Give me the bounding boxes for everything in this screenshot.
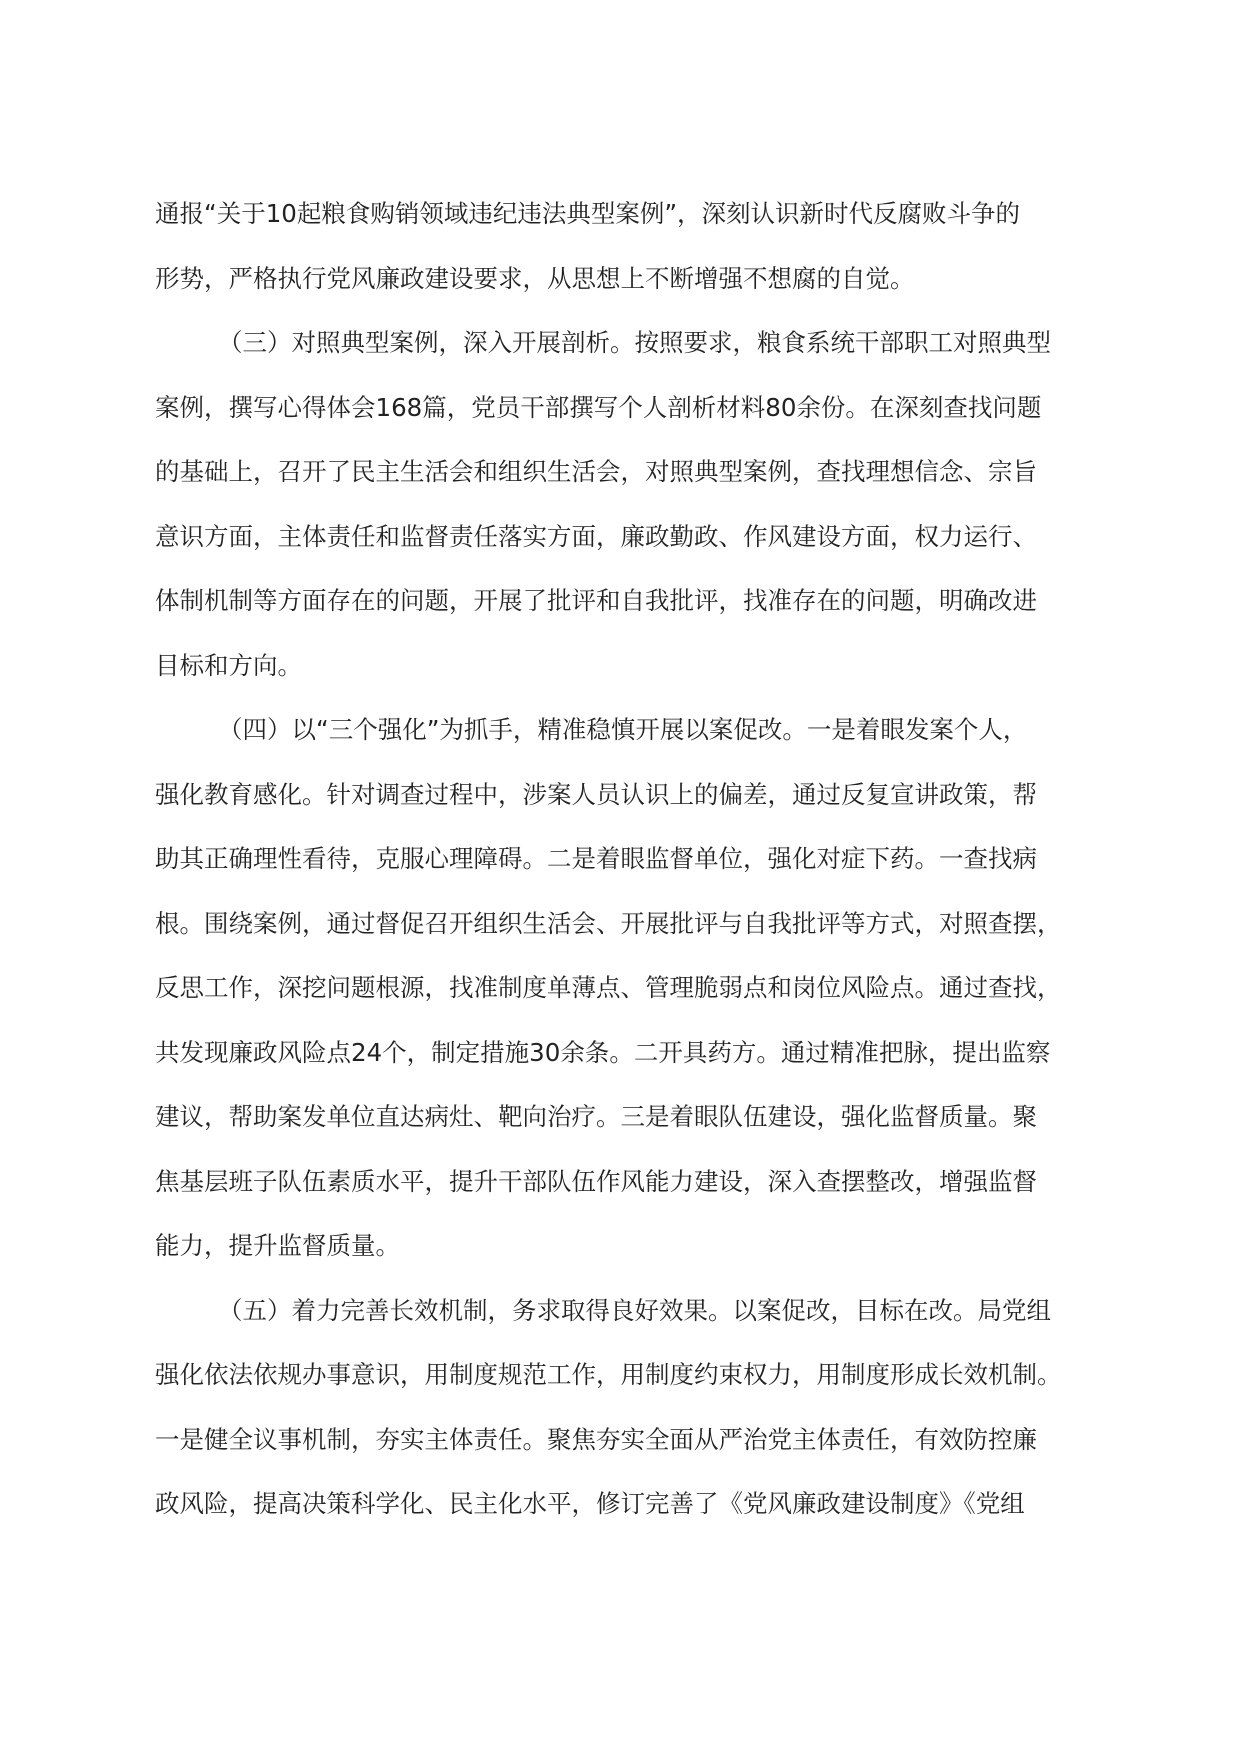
text-line: 政风险，提高决策科学化、民主化水平，修订完善了《党风廉政建设制度》《党组 [155,1489,1025,1518]
document-body [155,182,1085,1537]
text-line: 共发现廉政风险点24个，制定措施30余条。二开具药方。通过精准把脉，提出监察 [155,1037,1051,1067]
text-line: 通报“关于10起粮食购销领域违纪违法典型案例”，深刻认识新时代反腐败斗争的 [155,199,1021,228]
text-line: 根。围绕案例，通过督促召开组织生活会、开展批评与自我批评等方式，对照查摆， [155,908,1062,938]
text-line: 强化教育感化。针对调查过程中，涉案人员认识上的偏差，通过反复宣讲政策，帮 [155,779,1037,809]
text-line: 强化依法依规办事意识，用制度规范工作，用制度约束权力，用制度形成长效机制。 [155,1360,1062,1389]
text-line: 案例，撰写心得体会168篇，党员干部撰写个人剖析材料80余份。在深刻查找问题 [155,392,1042,422]
text-line: 形势，严格执行党风廉政建设要求，从思想上不断增强不想腐的自觉。 [155,263,915,293]
text-line: 体制机制等方面存在的问题，开展了批评和自我批评，找准存在的问题，明确改进 [155,586,1037,615]
text-line: 目标和方向。 [155,650,302,680]
text-line: 一是健全议事机制，夯实主体责任。聚焦夯实全面从严治党主体责任，有效防控廉 [155,1424,1037,1454]
text-line: 意识方面，主体责任和监督责任落实方面，廉政勤政、作风建设方面，权力运行、 [155,521,1037,551]
text-line: 反思工作，深挖问题根源，找准制度单薄点、管理脆弱点和岗位风险点。通过查找， [155,973,1062,1002]
paragraph-start-line: （五）着力完善长效机制，务求取得良好效果。以案促改，目标在改。局党组 [218,1295,1051,1325]
paragraph-start-line: （三）对照典型案例，深入开展剖析。按照要求，粮食系统干部职工对照典型 [218,328,1051,357]
text-line: 的基础上，召开了民主生活会和组织生活会，对照典型案例，查找理想信念、宗旨 [155,457,1037,486]
text-line: 助其正确理性看待，克服心理障碍。二是着眼监督单位，强化对症下药。一查找病 [155,844,1037,873]
text-line: 建议，帮助案发单位直达病灶、靶向治疗。三是着眼队伍建设，强化监督质量。聚 [155,1102,1037,1131]
text-line: 能力，提升监督质量。 [155,1231,400,1260]
text-line: 焦基层班子队伍素质水平，提升干部队伍作风能力建设，深入查摆整改，增强监督 [155,1166,1037,1196]
paragraph-start-line: （四）以“三个强化”为抓手，精准稳慎开展以案促改。一是着眼发案个人， [218,715,1028,744]
